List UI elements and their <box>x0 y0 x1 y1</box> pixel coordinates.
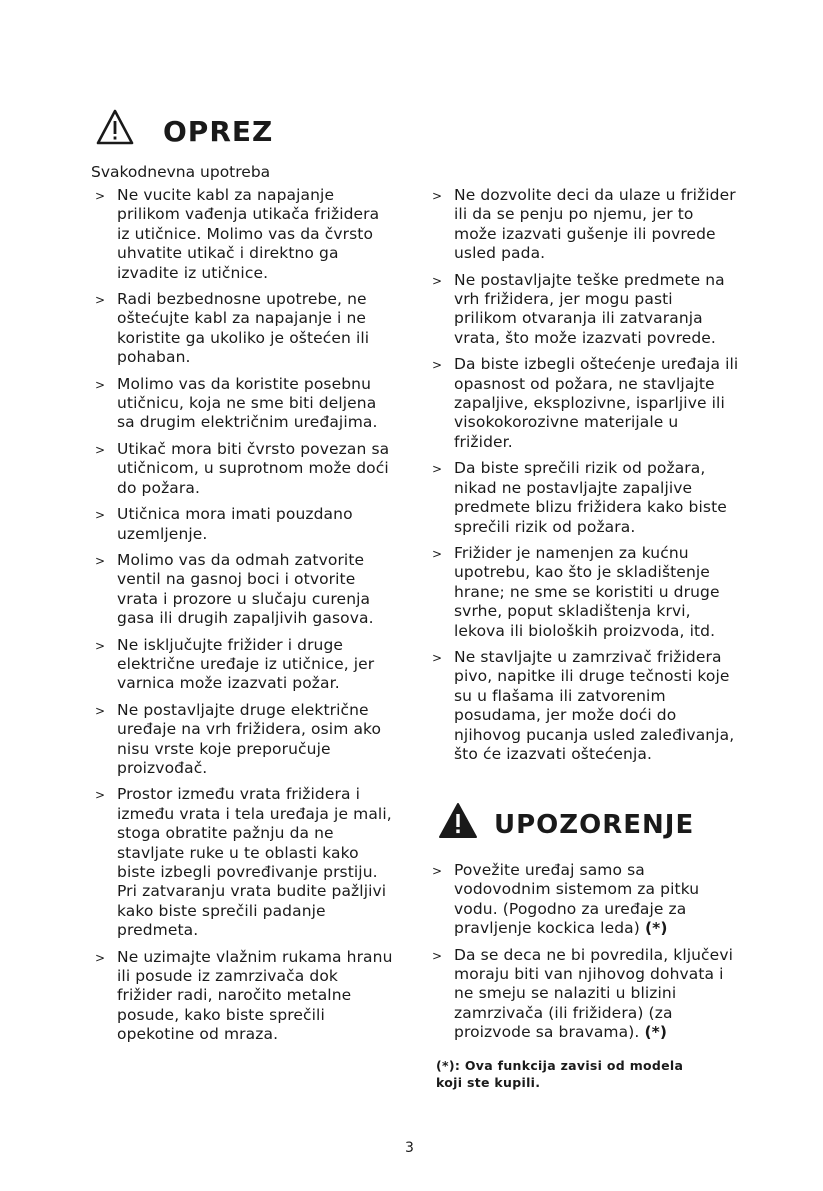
page-number: 3 <box>405 1140 414 1156</box>
bullet-marker: > <box>95 703 106 718</box>
bullet-marker: > <box>95 377 106 392</box>
warning-triangle-icon <box>438 802 478 840</box>
list-item: > Ne postavljajte druge električne uređaje na vrh frižidera, osim ako nisu vrste koje preporučuje proizvođač. <box>95 700 382 777</box>
list-item: > Da biste izbegli oštećenje uređaja ili opasnost od požara, ne stavljajte zapaljive, eksplozivne, isparljive ili visokokorozivne materijale u frižider. <box>432 355 739 451</box>
bullet-marker: > <box>95 638 106 653</box>
bullet-marker: > <box>95 508 106 523</box>
bullet-marker: > <box>95 189 106 203</box>
bullet-marker: > <box>432 948 443 963</box>
list-item: > Ne isključujte frižider i druge električne uređaje iz utičnice, jer varnica može izazvati požar. <box>95 635 375 693</box>
list-item: > Prostor između vrata frižidera i između vrata i tela uređaja je mali, stoga obratite pažnju da ne stavljate ruke u te oblasti kako biste izbegli povređivanje prstiju. Pri zatvaranju vrata budite pažljivi kako biste sprečili padanje predmeta. <box>95 785 392 940</box>
bullet-marker: > <box>432 462 443 477</box>
bullet-marker: > <box>95 950 106 965</box>
warning-title: UPOZORENJE <box>494 810 695 840</box>
list-item: > Molimo vas da koristite posebnu utičnicu, koja ne sme biti deljena sa drugim električnim uređajima. <box>95 374 378 432</box>
model-dependent-mark: (*) <box>644 1023 668 1042</box>
caution-list-right <box>428 186 740 771</box>
list-item: > Utičnica mora imati pouzdano uzemljenje. <box>95 505 353 543</box>
warning-header <box>438 800 738 846</box>
bullet-marker: > <box>432 189 443 203</box>
bullet-marker: > <box>432 864 443 878</box>
list-item: > Da se deca ne bi povredila, ključevi moraju biti van njihovog dohvata i ne smeju se nalaziti u blizini zamrzivača (ili frižidera) (za proizvode sa bravama). (*) <box>432 945 733 1042</box>
list-item: > Ne vucite kabl za napajanje prilikom vađenja utikača frižidera iz utičnice. Molimo vas da čvrsto uhvatite utikač i direktno ga izvadite iz utičnice. <box>95 186 380 282</box>
list-item: > Da biste sprečili rizik od požara, nikad ne postavljajte zapaljive predmete blizu frižidera kako biste sprečili rizik od požara. <box>432 459 727 536</box>
bullet-marker: > <box>95 788 106 803</box>
list-item: > Ne dozvolite deci da ulaze u frižider ili da se penju po njemu, jer to može izazvati gušenje ili povrede usled pada. <box>432 186 736 263</box>
caution-list-left <box>91 186 396 1052</box>
list-item: > Utikač mora biti čvrsto povezan sa utičnicom, u suprotnom može doći do požara. <box>95 439 390 497</box>
bullet-marker: > <box>95 442 106 457</box>
bullet-marker: > <box>95 293 106 308</box>
bullet-marker: > <box>95 553 106 568</box>
warning-list <box>428 861 740 1050</box>
bullet-marker: > <box>432 650 443 665</box>
list-item: > Molimo vas da odmah zatvorite ventil na gasnoj boci i otvorite vrata i prozore u slučaju curenja gasa ili drugih zapaljivih gasova. <box>95 550 374 628</box>
model-dependent-mark: (*) <box>644 919 668 938</box>
list-item: > Povežite uređaj samo sa vodovodnim sistemom za pitku vodu. (Pogodno za uređaje za pravljenje kockica leda) (*) <box>432 861 700 938</box>
bullet-marker: > <box>432 546 443 561</box>
list-item: > Ne stavljajte u zamrzivač frižidera pivo, napitke ili druge tečnosti koje su u flašama ili zatvorenim posudama, jer može doći do njihovog pucanja usled zaleđivanja, što će izazvati oštećenja. <box>432 647 735 763</box>
list-item: > Ne postavljajte teške predmete na vrh frižidera, jer mogu pasti prilikom otvaranja ili zatvaranja vrata, što može izazvati povrede. <box>432 270 725 347</box>
list-item: > Frižider je namenjen za kućnu upotrebu, kao što je skladištenje hrane; ne sme se koristiti u druge svrhe, poput skladištenja krvi, lekova ili bioloških proizvoda, itd. <box>432 543 720 640</box>
bullet-marker: > <box>432 358 443 373</box>
list-item: > Ne uzimajte vlažnim rukama hranu ili posude iz zamrzivača dok frižider radi, naročito metalne posude, kako biste sprečili opekotine od mraza. <box>95 947 393 1044</box>
bullet-marker: > <box>432 273 443 288</box>
list-item: > Radi bezbednosne upotrebe, ne oštećujte kabl za napajanje i ne koristite ga ukoliko je oštećen ili pohaban. <box>95 290 370 367</box>
caution-triangle-icon <box>95 108 135 146</box>
footnote: (*): Ova funkcija zavisi od modela koji ste kupili. <box>436 1058 684 1090</box>
caution-title: OPREZ <box>163 115 274 148</box>
caution-header <box>95 108 395 152</box>
section-subtitle: Svakodnevna upotreba <box>91 163 271 181</box>
